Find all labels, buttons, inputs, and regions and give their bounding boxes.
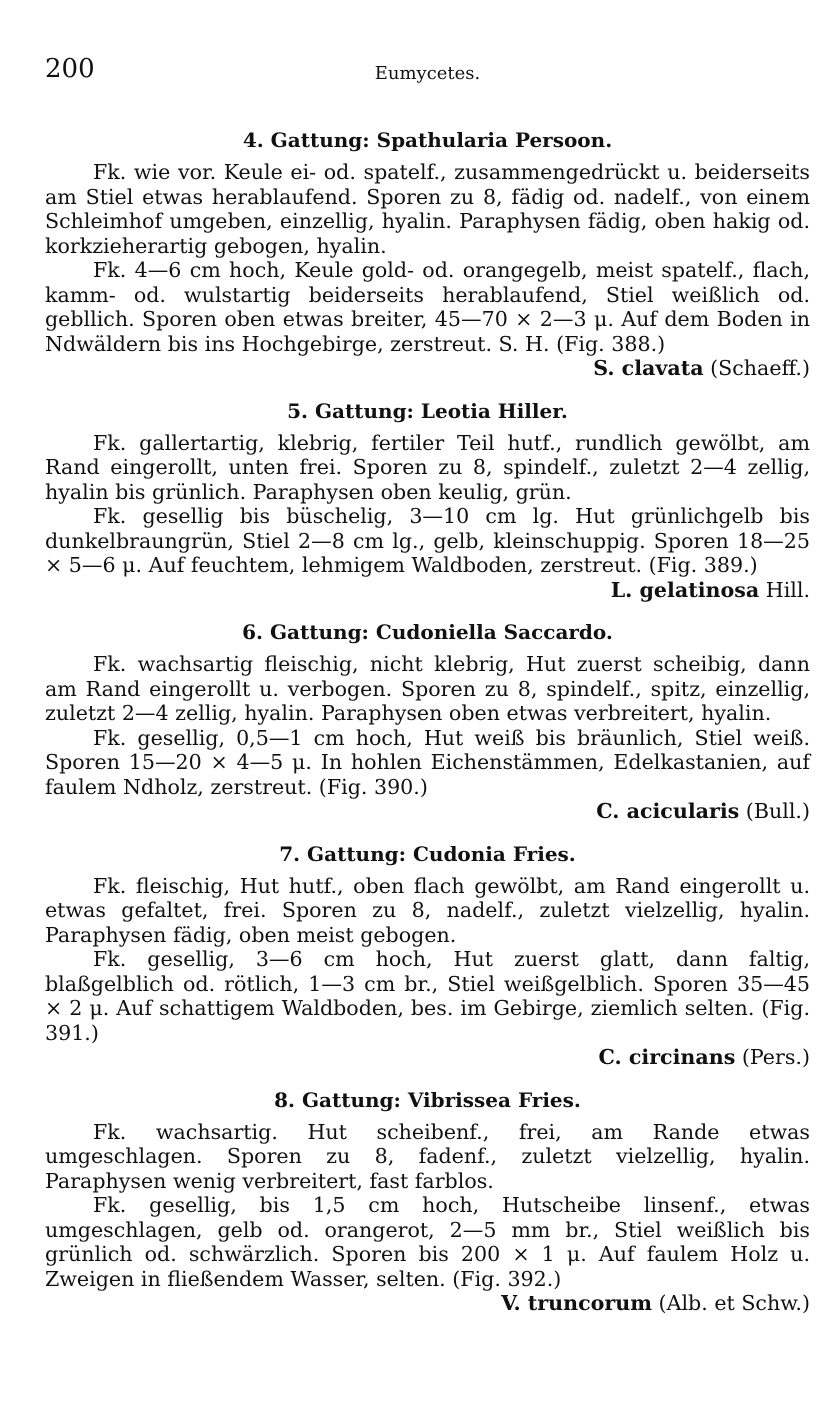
species-author: (Bull.) xyxy=(739,799,810,823)
genus-description: Fk. fleischig, Hut hutf., oben flach gewölbt, am Rand eingerollt u. etwas gefaltet, frei. Sporen zu 8, nadelf., zuletzt vielzellig, hyalin. Paraphysen fädig, oben meist gebogen. xyxy=(45,873,810,947)
genus-description: Fk. wachsartig fleischig, nicht klebrig, Hut zuerst scheibig, dann am Rand eingerollt u. verbogen. Sporen zu 8, spindelf., spitz, einzellig, zuletzt 2—4 zellig, hyalin. Paraphysen oben etwas verbreitert, hyalin. xyxy=(45,652,810,725)
genus-name: Cudonia xyxy=(412,841,506,866)
running-head xyxy=(45,52,810,92)
genus-section-leotia xyxy=(45,399,810,603)
genus-name: Leotia xyxy=(420,398,491,423)
genus-section-cudoniella xyxy=(45,620,810,824)
species-line xyxy=(45,1291,810,1316)
genus-description: Fk. wachsartig. Hut scheibenf., frei, am Rande etwas umgeschlagen. Sporen zu 8, fadenf., zuletzt vielzellig, hyalin. Paraphysen wenig verbreitert, fast farblos. xyxy=(45,1119,810,1193)
genus-heading xyxy=(45,620,810,644)
genus-heading xyxy=(45,128,810,152)
species-name: S. clavata xyxy=(593,356,704,380)
species-name: L. gelatinosa xyxy=(610,577,760,602)
genus-section-vibrissea xyxy=(45,1088,810,1316)
genus-heading-prefix: 8. Gattung: xyxy=(274,1087,408,1112)
running-title: Eumycetes. xyxy=(374,63,481,84)
genus-name: Vibrissea xyxy=(407,1087,511,1112)
genus-name: Cudoniella xyxy=(375,620,497,644)
genus-section-cudonia xyxy=(45,842,810,1070)
genus-heading-prefix: 6. Gattung: xyxy=(242,620,376,644)
genus-heading-prefix: 5. Gattung: xyxy=(287,398,421,423)
species-description: Fk. 4—6 cm hoch, Keule gold- od. orangegelb, meist spatelf., flach, kamm- od. wulstartig beiderseits herablaufend, Stiel weißlich od. gebllich. Sporen oben etwas breiter, 45—70 × 2—3 μ. Auf dem Boden in Ndwäldern bis ins Hochgebirge, zerstreut. S. H. (Fig. 388.) xyxy=(45,258,810,356)
species-line xyxy=(45,799,810,824)
genus-author: Saccardo. xyxy=(496,620,613,644)
genus-description: Fk. wie vor. Keule ei- od. spatelf., zusammengedrückt u. beiderseits am Stiel etwas herablaufend. Sporen zu 8, fädig od. nadelf., von einem Schleimhof umgeben, einzellig, hyalin. Paraphysen fädig, oben hakig od. korkzieherartig gebogen, hyalin. xyxy=(45,160,810,258)
genus-author: Fries. xyxy=(510,1087,581,1112)
species-author: (Alb. et Schw.) xyxy=(652,1291,810,1315)
page-number: 200 xyxy=(45,54,95,84)
species-name: C. acicularis xyxy=(596,799,740,823)
species-author: Hill. xyxy=(759,577,810,602)
genus-name: Spathularia xyxy=(376,128,508,152)
species-description: Fk. gesellig, bis 1,5 cm hoch, Hutscheibe linsenf., etwas umgeschlagen, gelb od. orangerot, 2—5 mm br., Stiel weißlich bis grünlich od. schwärzlich. Sporen bis 200 × 1 μ. Auf faulem Holz u. Zweigen in fließendem Wasser, selten. (Fig. 392.) xyxy=(45,1193,810,1291)
species-name: V. truncorum xyxy=(501,1291,652,1315)
genus-description: Fk. gallertartig, klebrig, fertiler Teil hutf., rundlich gewölbt, am Rand eingerollt, unten frei. Sporen zu 8, spindelf., zuletzt 2—4 zellig, hyalin bis grünlich. Paraphysen oben keulig, grün. xyxy=(45,430,810,504)
genus-heading xyxy=(45,842,810,866)
species-author: (Schaeff.) xyxy=(703,356,810,380)
genus-section-spathularia xyxy=(45,128,810,381)
genus-heading-prefix: 7. Gattung: xyxy=(279,841,413,866)
genus-author: Fries. xyxy=(505,841,576,866)
species-name: C. circinans xyxy=(598,1045,736,1069)
species-line xyxy=(45,578,810,603)
genus-author: Hiller. xyxy=(490,398,568,423)
species-line xyxy=(45,356,810,381)
species-line xyxy=(45,1045,810,1070)
genus-heading-prefix: 4. Gattung: xyxy=(242,128,377,152)
species-description: Fk. gesellig, 0,5—1 cm hoch, Hut weiß bis bräunlich, Stiel weiß. Sporen 15—20 × 4—5 μ. In hohlen Eichenstämmen, Edelkastanien, auf faulem Ndholz, zerstreut. (Fig. 390.) xyxy=(45,725,810,799)
genus-author: Persoon. xyxy=(507,128,613,152)
book-page xyxy=(45,52,810,1316)
species-author: (Pers.) xyxy=(735,1045,810,1069)
species-description: Fk. gesellig bis büschelig, 3—10 cm lg. Hut grünlichgelb bis dunkelbraungrün, Stiel 2—8 cm lg., gelb, kleinschuppig. Sporen 18—25 × 5—6 μ. Auf feuchtem, lehmigem Waldboden, zerstreut. (Fig. 389.) xyxy=(45,504,810,577)
genus-heading xyxy=(45,1088,810,1112)
genus-heading xyxy=(45,399,810,423)
species-description: Fk. gesellig, 3—6 cm hoch, Hut zuerst glatt, dann faltig, blaßgelblich od. rötlich, 1—3 cm br., Stiel weißgelblich. Sporen 35—45 × 2 μ. Auf schattigem Waldboden, bes. im Gebirge, ziemlich selten. (Fig. 391.) xyxy=(45,947,810,1045)
